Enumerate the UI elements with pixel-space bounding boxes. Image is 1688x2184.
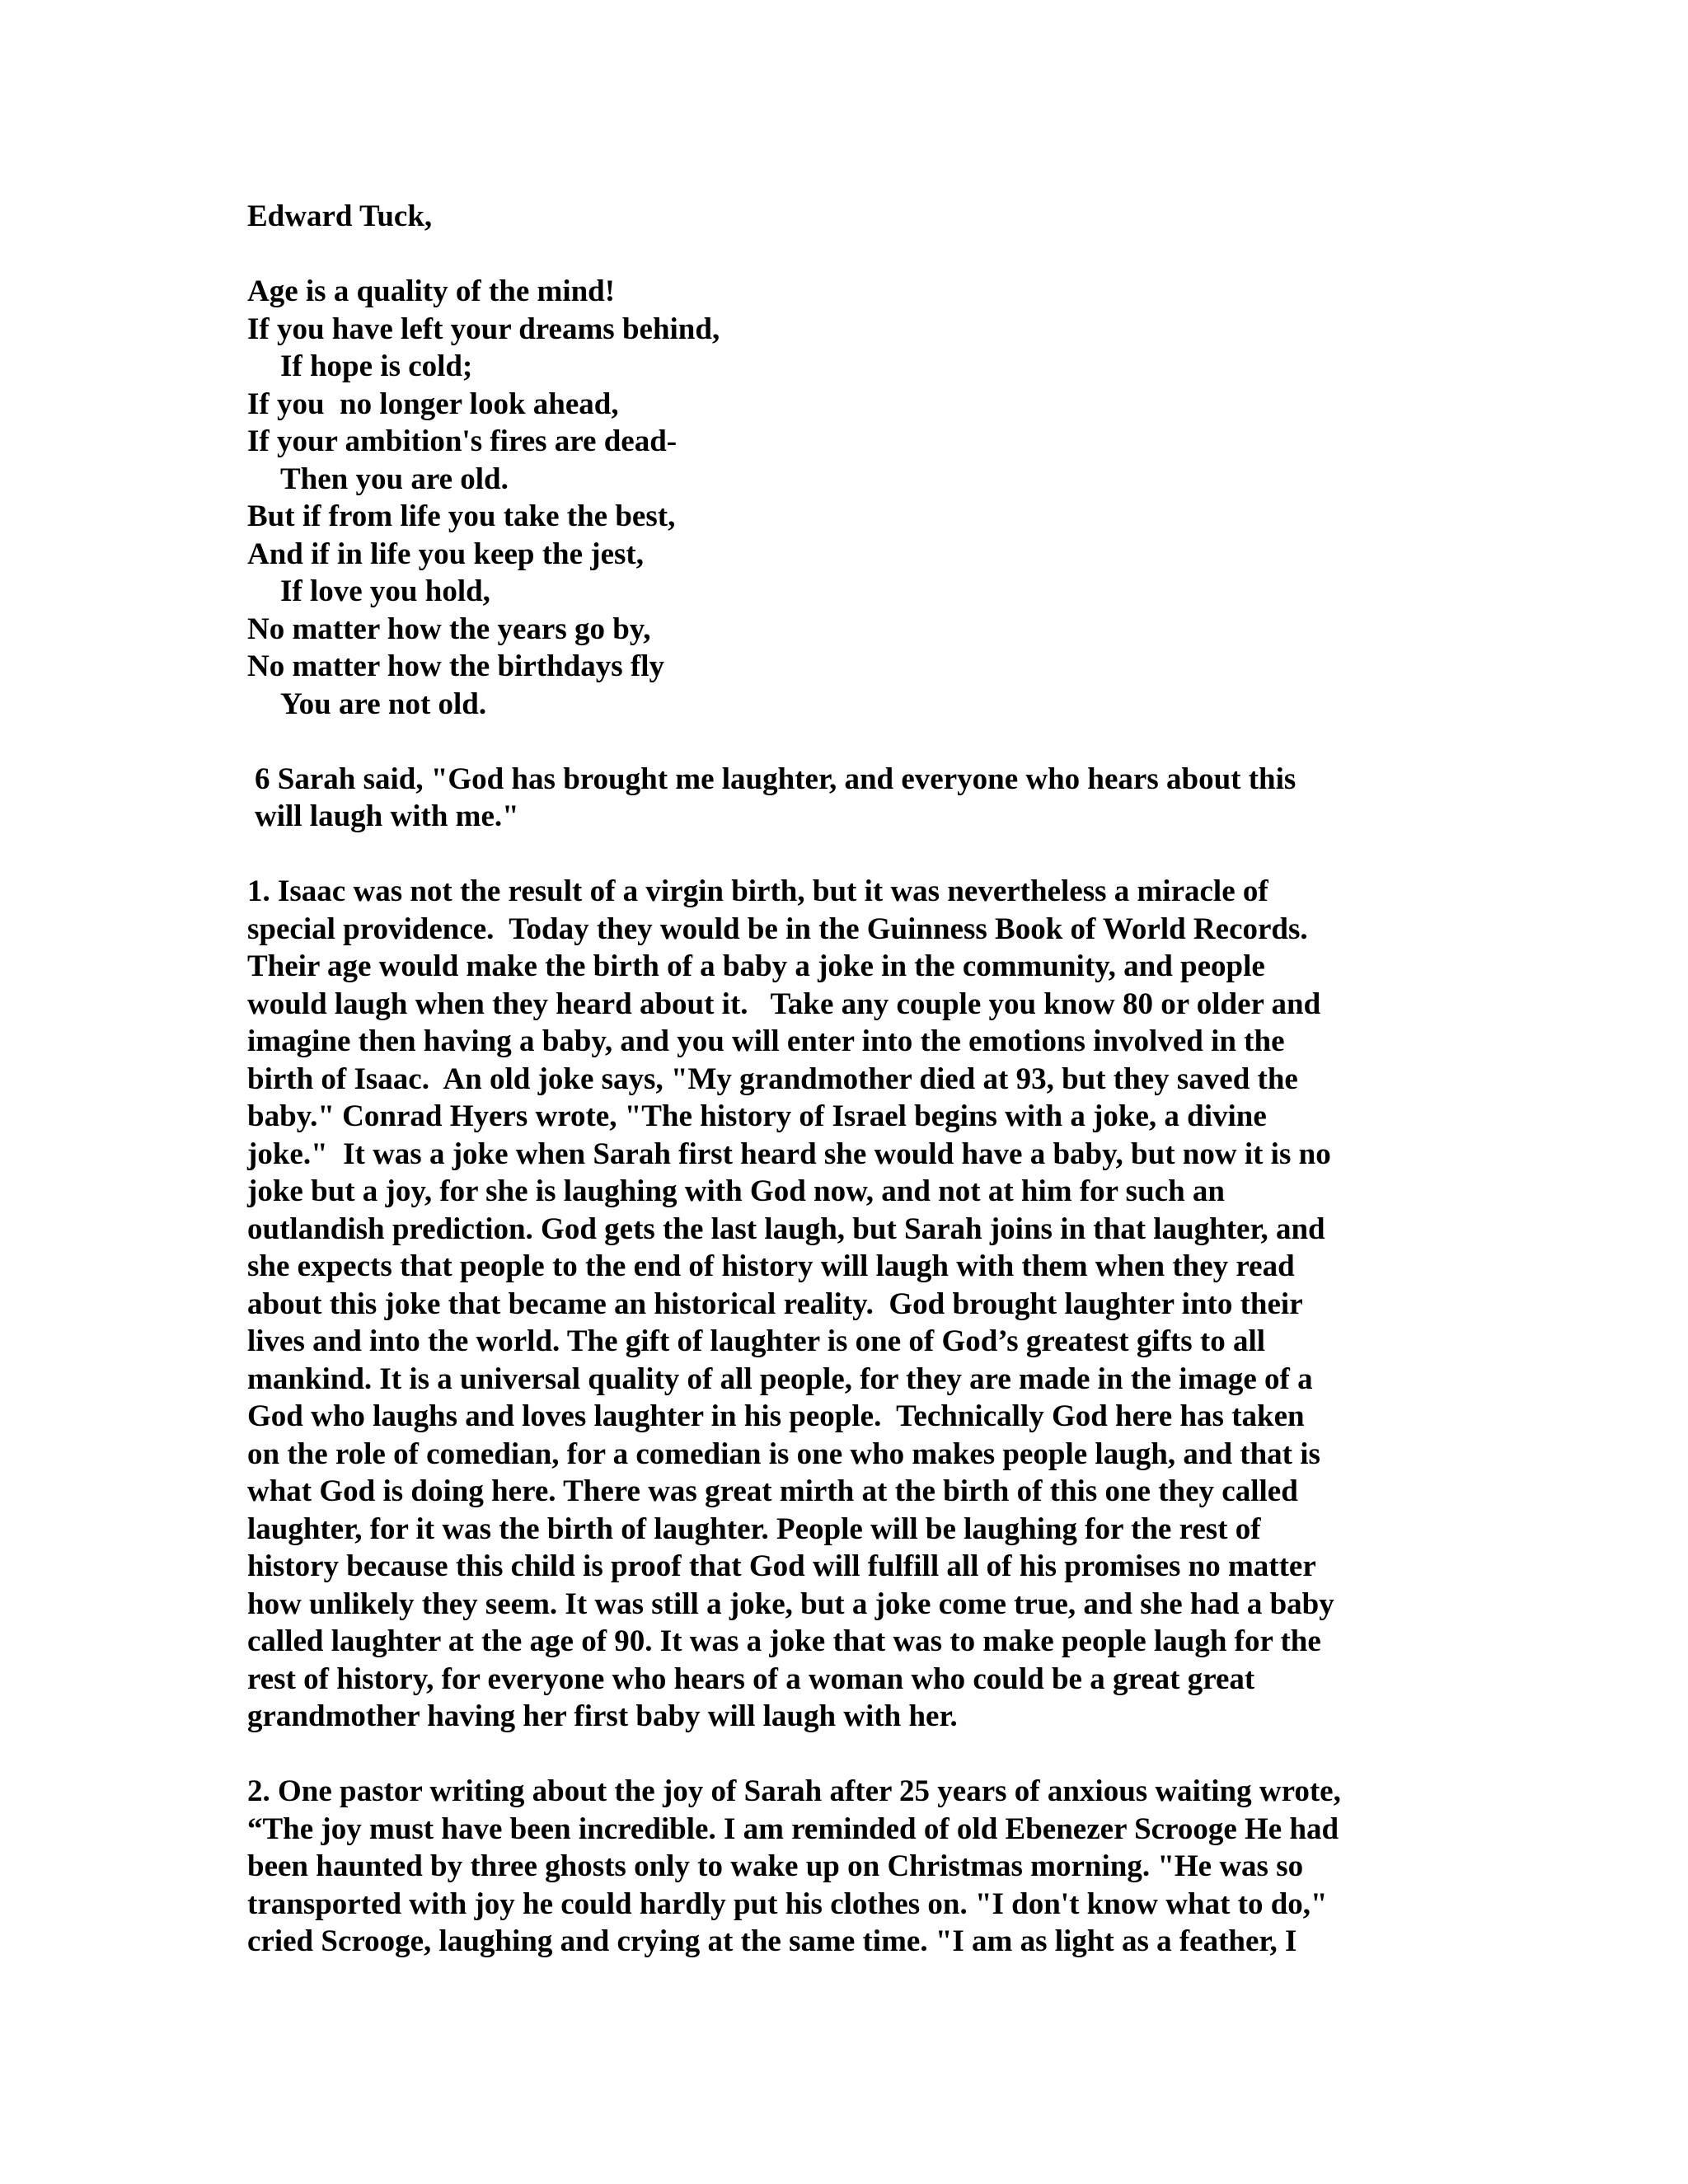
poem-line: And if in life you keep the jest, — [247, 537, 644, 571]
paragraph-line: “The joy must have been incredible. I am reminded of old Ebenezer Scrooge He had — [247, 1811, 1339, 1846]
paragraph-line: about this joke that became an historical reality. God brought laughter into their — [247, 1286, 1303, 1321]
paragraph-line: imagine then having a baby, and you will enter into the emotions involved in the — [247, 1024, 1285, 1058]
paragraph-line: joke but a joy, for she is laughing with God now, and not at him for such an — [247, 1174, 1225, 1208]
document-content — [247, 198, 1484, 1998]
paragraph-line: rest of history, for everyone who hears of a woman who could be a great great — [247, 1661, 1255, 1696]
paragraph-line: lives and into the world. The gift of laughter is one of God’s greatest gifts to all — [247, 1324, 1266, 1358]
poem-line: If your ambition's fires are dead- — [247, 424, 678, 458]
verse-line: 6 Sarah said, "God has brought me laughter, and everyone who hears about this — [255, 762, 1296, 796]
poem-line: If you have left your dreams behind, — [247, 312, 720, 346]
paragraph-line: laughter, for it was the birth of laughter. People will be laughing for the rest of — [247, 1511, 1261, 1546]
paragraph-line: Their age would make the birth of a baby a joke in the community, and people — [247, 949, 1265, 983]
paragraph-line: special providence. Today they would be in the Guinness Book of World Records. — [247, 912, 1308, 946]
paragraph-line: 1. Isaac was not the result of a virgin birth, but it was nevertheless a miracle of — [247, 874, 1268, 908]
paragraph-line: would laugh when they heard about it. Take any couple you know 80 or older and — [247, 987, 1321, 1021]
poem-line: But if from life you take the best, — [247, 499, 676, 533]
paragraph-line: how unlikely they seem. It was still a joke, but a joke come true, and she had a baby — [247, 1586, 1334, 1621]
poem-line-indented: You are not old. — [280, 687, 487, 721]
paragraph-line: God who laughs and loves laughter in his people. Technically God here has taken — [247, 1399, 1305, 1433]
paragraph-line: cried Scrooge, laughing and crying at the same time. "I am as light as a feather, I — [247, 1924, 1297, 1958]
paragraph-line: been haunted by three ghosts only to wake up on Christmas morning. "He was so — [247, 1849, 1304, 1883]
poem-line-indented: If love you hold, — [280, 574, 490, 608]
scripture-verse — [247, 761, 1442, 836]
paragraph-line: 2. One pastor writing about the joy of Sarah after 25 years of anxious waiting wrote, — [247, 1774, 1341, 1808]
paragraph-line: on the role of comedian, for a comedian is one who makes people laugh, and that is — [247, 1436, 1320, 1471]
paragraph-line: what God is doing here. There was great mirth at the birth of this one they called — [247, 1474, 1298, 1508]
paragraph-line: outlandish prediction. God gets the last laugh, but Sarah joins in that laughter, and — [247, 1212, 1325, 1246]
paragraph-line: transported with joy he could hardly put his clothes on. "I don't know what to do," — [247, 1886, 1328, 1921]
poem — [247, 273, 1484, 723]
paragraph-line: baby." Conrad Hyers wrote, "The history of Israel begins with a joke, a divine — [247, 1099, 1267, 1133]
paragraph-2 — [247, 1773, 1484, 1961]
paragraph-line: birth of Isaac. An old joke says, "My grandmother died at 93, but they saved the — [247, 1062, 1298, 1096]
poem-line: If you no longer look ahead, — [247, 387, 619, 421]
paragraph-line: called laughter at the age of 90. It was a joke that was to make people laugh for the — [247, 1624, 1321, 1658]
poem-line: No matter how the years go by, — [247, 612, 651, 646]
verse-line: will laugh with me." — [255, 799, 519, 833]
poem-line-indented: If hope is cold; — [280, 349, 473, 383]
paragraph-line: history because this child is proof that God will fulfill all of his promises no matter — [247, 1549, 1316, 1583]
paragraph-1 — [247, 873, 1484, 1736]
poem-line: Age is a quality of the mind! — [247, 274, 616, 308]
paragraph-line: joke." It was a joke when Sarah first heard she would have a baby, but now it is no — [247, 1137, 1331, 1171]
salutation-heading: Edward Tuck, — [247, 199, 433, 233]
poem-line-indented: Then you are old. — [280, 462, 509, 496]
poem-line: No matter how the birthdays fly — [247, 649, 664, 683]
paragraph-line: she expects that people to the end of history will laugh with them when they read — [247, 1249, 1295, 1283]
paragraph-line: mankind. It is a universal quality of all people, for they are made in the image of a — [247, 1361, 1313, 1396]
paragraph-line: grandmother having her first baby will laugh with her. — [247, 1699, 958, 1733]
